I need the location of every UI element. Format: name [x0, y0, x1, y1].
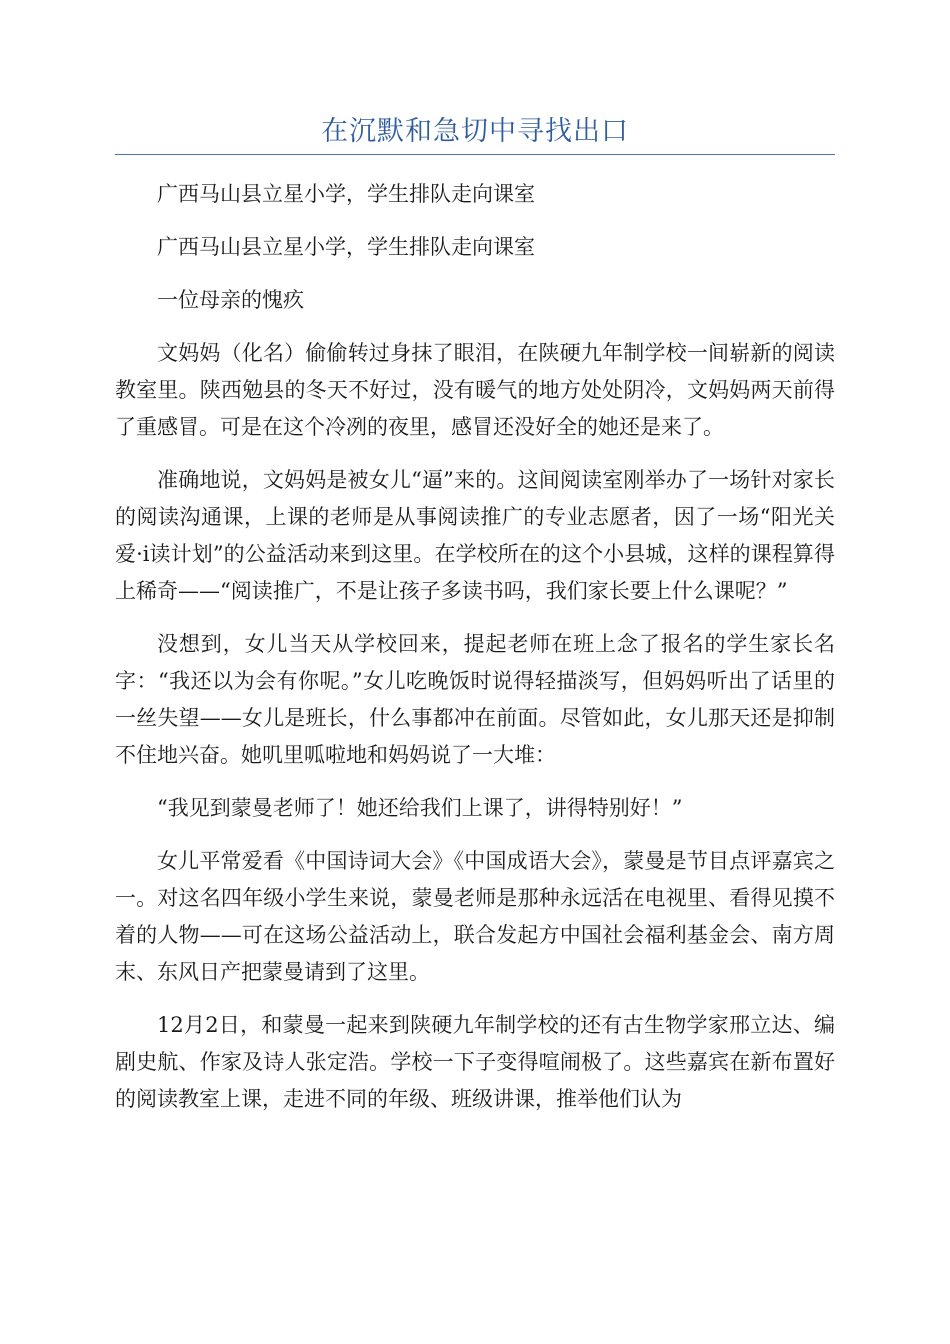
document-body — [115, 176, 835, 1134]
paragraph: 女儿平常爱看《中国诗词大会》《中国成语大会》，蒙曼是节目点评嘉宾之一。对这名四年级小学生来说，蒙曼老师是那种永远活在电视里、看得见摸不着的人物——可在这场公益活动上，联合发起方中国社会福利基金会、南方周末、东风日产把蒙曼请到了这里。 — [115, 849, 835, 984]
title-underline — [115, 154, 835, 155]
paragraph: 文妈妈（化名）偷偷转过身抹了眼泪，在陕硬九年制学校一间崭新的阅读教室里。陕西勉县的冬天不好过，没有暖气的地方处处阴冷，文妈妈两天前得了重感冒。可是在这个冷冽的夜里，感冒还没好全的她还是来了。 — [115, 341, 835, 439]
paragraph: 准确地说，文妈妈是被女儿“逼”来的。这间阅读室刚举办了一场针对家长的阅读沟通课，上课的老师是从事阅读推广的专业志愿者，因了一场“阳光关爱·i读计划”的公益活动来到这里。在学校所在的这个小县城，这样的课程算得上稀奇——“阅读推广，不是让孩子多读书吗，我们家长要上什么课呢？” — [115, 468, 835, 603]
paragraph: 12月2日，和蒙曼一起来到陕硬九年制学校的还有古生物学家邢立达、编剧史航、作家及诗人张定浩。学校一下子变得喧闹极了。这些嘉宾在新布置好的阅读教室上课，走进不同的年级、班级讲课，推举他们认为 — [115, 1013, 835, 1111]
paragraph-quote: “我见到蒙曼老师了！她还给我们上课了，讲得特别好！” — [157, 796, 683, 820]
paragraph-caption-2: 广西马山县立星小学，学生排队走向课室 — [157, 235, 535, 259]
document-title: 在沉默和急切中寻找出口 — [321, 116, 629, 147]
paragraph: 没想到，女儿当天从学校回来，提起老师在班上念了报名的学生家长名字：“我还以为会有你呢。”女儿吃晚饭时说得轻描淡写，但妈妈听出了话里的一丝失望——女儿是班长，什么事都冲在前面。尽管如此，女儿那天还是抑制不住地兴奋。她叽里呱啦地和妈妈说了一大堆： — [115, 632, 835, 767]
paragraph-caption-1: 广西马山县立星小学，学生排队走向课室 — [157, 182, 535, 206]
section-heading: 一位母亲的愧疚 — [157, 288, 304, 312]
